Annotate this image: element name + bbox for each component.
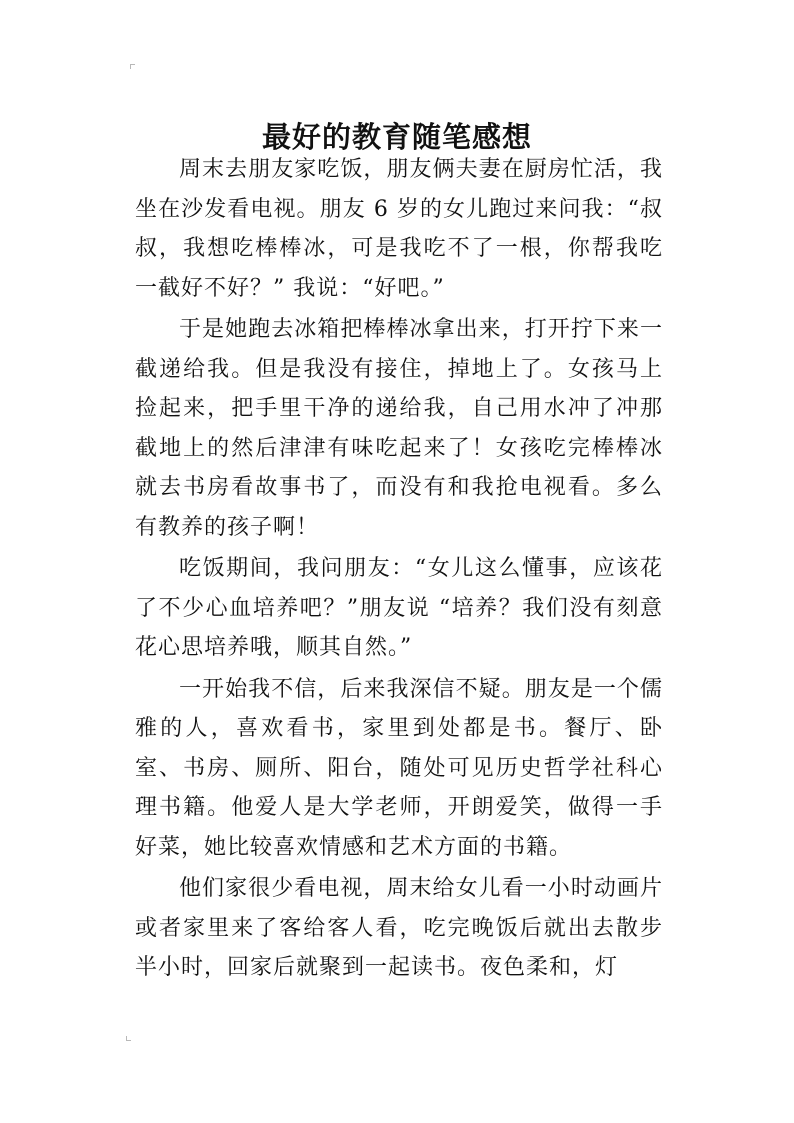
paragraph-1: 周末去朋友家吃饭，朋友俩夫妻在厨房忙活，我坐在沙发看电视。朋友 6 岁的女儿跑过来问我：“叔叔，我想吃棒棒冰，可是我吃不了一根，你帮我吃一截好不好？” 我说：“好吧。”	[135, 157, 663, 301]
paragraph-3: 吃饭期间，我问朋友：“女儿这么懂事，应该花了不少心血培养吧？”朋友说 “培养？我们没有刻意花心思培养哦，顺其自然。”	[135, 556, 663, 660]
paragraph-4: 一开始我不信，后来我深信不疑。朋友是一个儒雅的人，喜欢看书，家里到处都是书。餐厅、卧室、书房、厕所、阳台，随处可见历史哲学社科心理书籍。他爱人是大学老师，开朗爱笑，做得一手好菜，她比较喜欢情感和艺术方面的书籍。	[135, 676, 663, 860]
crop-mark-top	[130, 64, 135, 69]
paragraph-2: 于是她跑去冰箱把棒棒冰拿出来，打开拧下来一截递给我。但是我没有接住，掉地上了。女孩马上捡起来，把手里干净的递给我，自己用水冲了冲那截地上的然后津津有味吃起来了！女孩吃完棒棒冰就去书房看故事书了，而没有和我抢电视看。多么有教养的孩子啊！	[135, 317, 663, 540]
paragraph-5: 他们家很少看电视，周末给女儿看一小时动画片或者家里来了客给客人看，吃完晚饭后就出去散步半小时，回家后就聚到一起读书。夜色柔和，灯	[135, 876, 663, 980]
document-title: 最好的教育随笔感想	[261, 120, 532, 155]
document-body	[135, 150, 663, 990]
crop-mark-bottom	[126, 1036, 131, 1041]
